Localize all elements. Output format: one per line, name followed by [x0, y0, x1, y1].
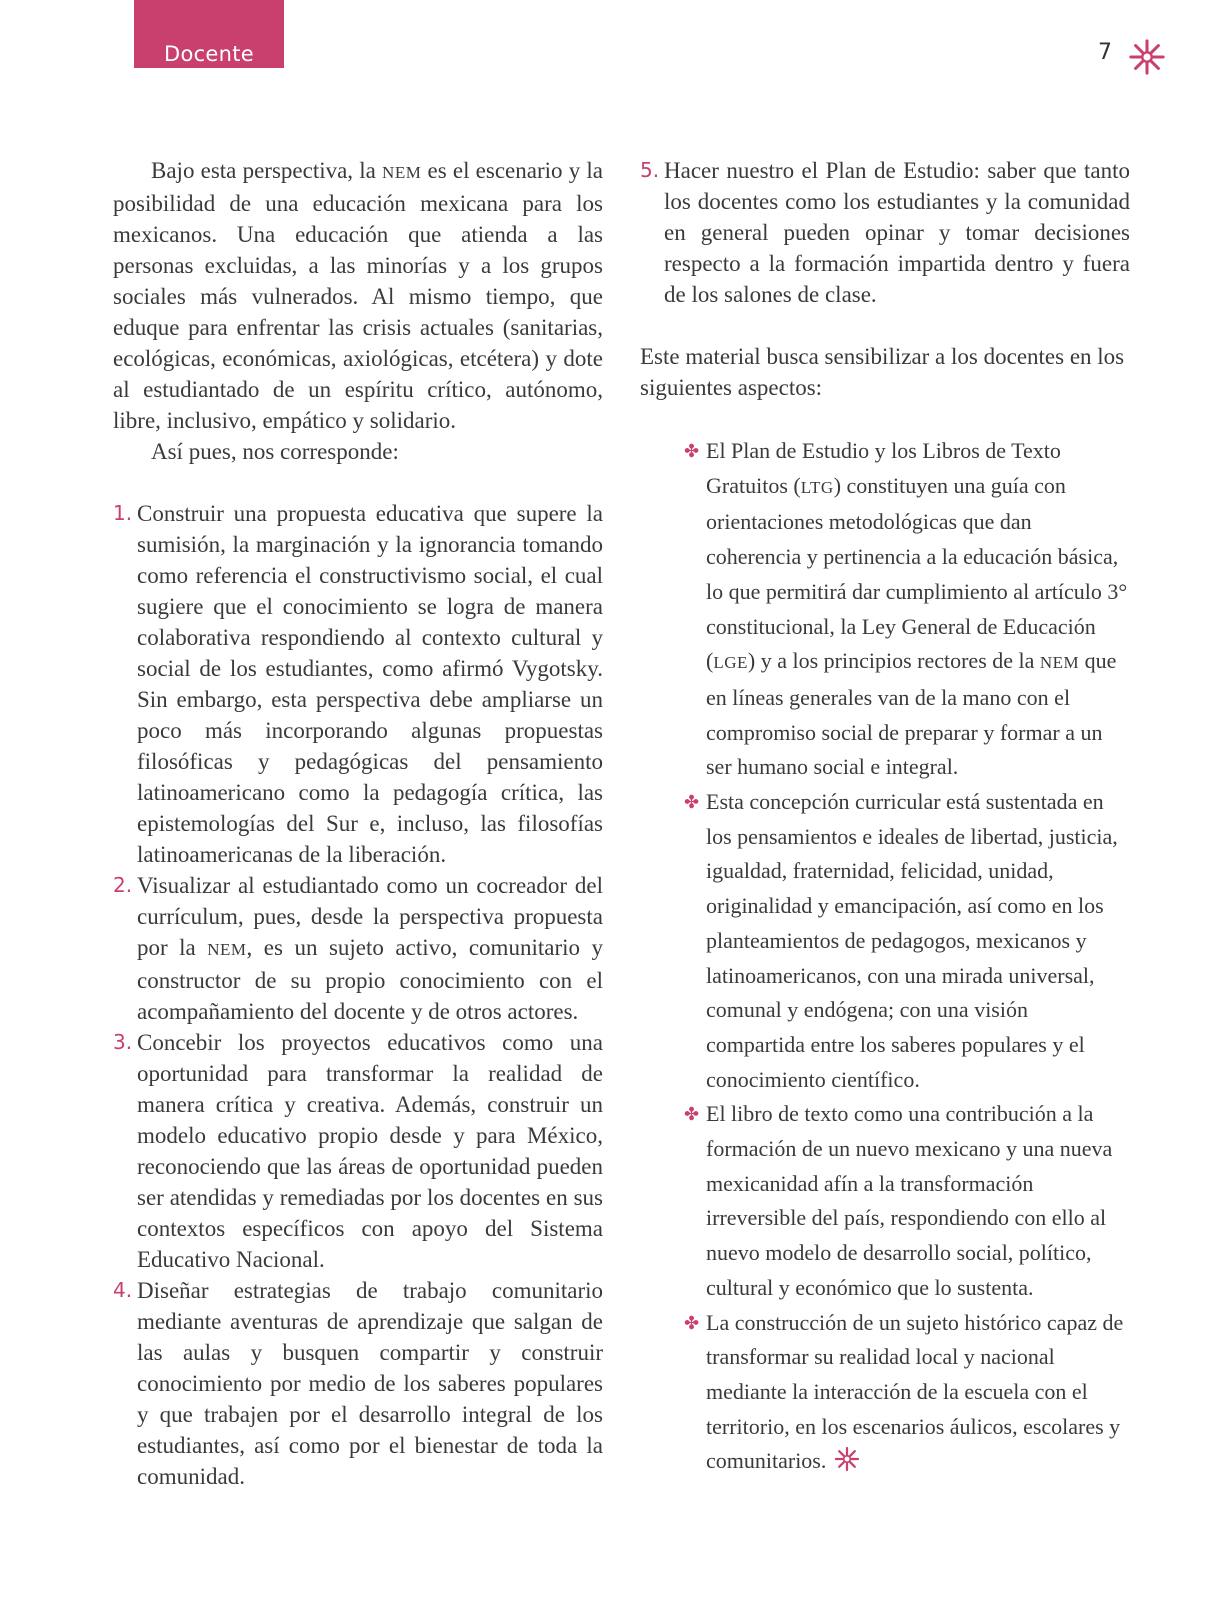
numbered-list-continued — [640, 155, 1130, 310]
bullet-text-b: ) constituyen una guía con orientaciones metodológicas que dan coherencia y pertinencia a la educación básica, lo que permitirá dar cumplimiento al artículo 3° constitucional, la Ley General de Educación ( — [706, 472, 1128, 674]
bullet-icon: ✤ — [684, 792, 700, 813]
item-number: 5. — [640, 158, 660, 182]
list-item-5 — [640, 155, 1130, 310]
nem-acronym: NEM — [207, 940, 247, 959]
page-number: 7 — [1098, 40, 1112, 65]
end-asterisk-icon — [834, 1446, 860, 1472]
bullet-item-4 — [640, 1306, 1130, 1480]
bullet-icon: ✤ — [684, 1312, 700, 1333]
section-tab-label: Docente — [163, 42, 255, 66]
list-item-4 — [113, 1275, 603, 1492]
bullet-text-d: que en líneas generales van de la mano con el compromiso social de preparar y formar a un ser humano social e integral. — [706, 648, 1117, 780]
bullet-icon: ✤ — [684, 1104, 700, 1125]
item-text-b: , es un sujeto activo, comunitario y constructor de su propio conocimiento con el acompañamiento del docente y de otros actores. — [137, 935, 603, 1024]
asterisk-flower-icon — [1128, 38, 1166, 76]
left-column — [113, 155, 603, 1492]
item-number: 2. — [113, 873, 133, 897]
item-text-a: Visualizar al estudiantado como un cocreador del currículum, pues, desde la perspectiva propuesta por la — [137, 873, 603, 960]
intro-text-a: Bajo esta perspectiva, la — [151, 158, 383, 183]
item-number: 4. — [113, 1278, 133, 1302]
bullet-list — [640, 434, 1130, 1479]
item-text: Hacer nuestro el Plan de Estudio: saber que tanto los docentes como los estudiantes y la comunidad en general pueden opinar y tomar decisiones respecto a la formación impartida dentro y fuera de los salones de clase. — [664, 158, 1130, 307]
intro-paragraph — [113, 155, 603, 436]
list-item-3 — [113, 1027, 603, 1275]
item-number: 1. — [113, 501, 133, 525]
list-item-2 — [113, 870, 603, 1027]
lead-paragraph: Este material busca sensibilizar a los docentes en los siguientes aspectos: — [640, 344, 1125, 400]
bullet-item-1 — [640, 434, 1130, 785]
item-text: Diseñar estrategias de trabajo comunitario mediante aventuras de aprendizaje que salgan de las aulas y busquen compartir y construir conocimiento por medio de los saberes populares y que trabajen por el desarrollo integral de los estudiantes, así como por el bienestar de toda la comunidad. — [137, 1278, 603, 1489]
numbered-list — [113, 498, 603, 1492]
bullet-text-a: El Plan de Estudio y los Libros de Texto Gratuitos ( — [706, 438, 1061, 498]
item-number: 3. — [113, 1030, 133, 1054]
ltg-acronym: LTG — [800, 477, 834, 497]
nem-acronym: NEM — [382, 163, 422, 182]
list-item-1 — [113, 498, 603, 870]
bullet-text-c: ) y a los principios rectores de la — [747, 648, 1040, 674]
bullet-icon: ✤ — [684, 441, 700, 461]
intro-text-b: es el escenario y la posibilidad de una educación mexicana para los mexicanos. Una educación que atienda a las personas excluidas, a las minorías y a los grupos sociales más vulnerados. Al mismo tiempo, que eduque para enfrentar las crisis actuales (sanitarias, ecológicas, económicas, axiológicas, etcétera) y dote al estudiantado de un espíritu crítico, autónomo, libre, inclusivo, empático y solidario. — [113, 158, 603, 433]
bullet-text: La construcción de un sujeto histórico capaz de transformar su realidad local y nacional mediante la interacción de la escuela con el territorio, en los escenarios áulicos, escolares y comunitarios. — [706, 1309, 1124, 1474]
lge-acronym: LGE — [713, 653, 748, 673]
section-tab — [134, 0, 284, 68]
nem-acronym: NEM — [1039, 653, 1080, 673]
bullet-item-3 — [640, 1097, 1130, 1305]
bullet-text: Esta concepción curricular está sustentada en los pensamientos e ideales de libertad, justicia, igualdad, fraternidad, felicidad, unidad, originalidad y emancipación, así como en los planteamientos de pedagogos, mexicanos y latinoamericanos, con una mirada universal, comunal y endógena; con una visión compartida entre los saberes populares y el conocimiento científico. — [706, 789, 1118, 1092]
right-column — [640, 155, 1130, 1479]
lead-paragraph: Así pues, nos corresponde: — [151, 439, 399, 464]
bullet-text: El libro de texto como una contribución a la formación de un nuevo mexicano y una nueva mexicanidad afín a la transformación irreversible del país, respondiendo con ello al nuevo modelo de desarrollo social, político, cultural y económico que lo sustenta. — [706, 1101, 1113, 1300]
item-text: Concebir los proyectos educativos como una oportunidad para transformar la realidad de manera crítica y creativa. Además, construir un modelo educativo propio desde y para México, reconociendo que las áreas de oportunidad pueden ser atendidas y remediadas por los docentes en sus contextos específicos con apoyo del Sistema Educativo Nacional. — [137, 1030, 603, 1272]
bullet-item-2 — [640, 785, 1130, 1097]
item-text: Construir una propuesta educativa que supere la sumisión, la marginación y la ignorancia tomando como referencia el constructivismo social, el cual sugiere que el conocimiento se logra de manera colaborativa respondiendo al contexto cultural y social de los estudiantes, como afirmó Vygotsky. Sin embargo, esta perspectiva debe ampliarse un poco más incorporando algunas propuestas filosóficas y pedagógicas del pensamiento latinoamericano como la pedagogía crítica, las epistemologías del Sur e, incluso, las filosofías latinoamericanas de la liberación. — [137, 501, 603, 867]
